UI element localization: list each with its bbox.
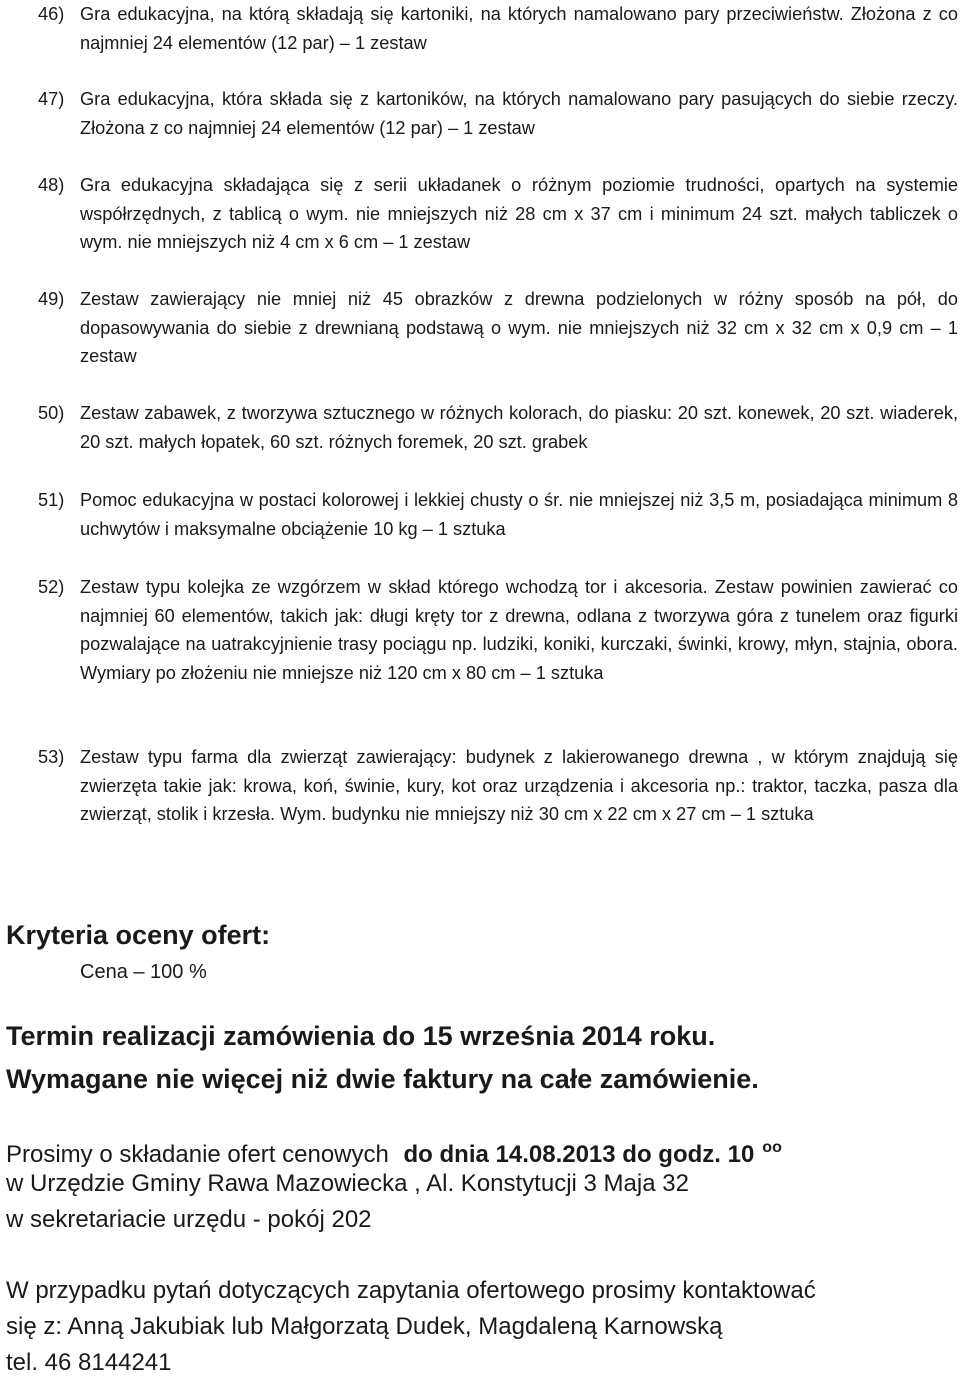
- criteria-heading: Kryteria oceny ofert:: [6, 920, 271, 950]
- item-text: Gra edukacyjna składająca się z serii układanek o różnym poziomie trudności, opartych na systemie współrzędnych, z tablicą o wym. nie mniejszych niż 28 cm x 37 cm i minimum 24 szt. małych tabliczek o wym. nie mniejszych niż 4 cm x 6 cm – 1 zestaw: [80, 175, 958, 252]
- item-number: 47): [38, 89, 65, 109]
- submission-prefix: Prosimy o składanie ofert cenowych: [6, 1141, 389, 1168]
- list-item: [38, 486, 958, 543]
- item-text: Gra edukacyjna, która składa się z kartoników, na których namalowano pary pasujących do siebie rzeczy. Złożona z co najmniej 24 elementów (12 par) – 1 zestaw: [80, 89, 958, 138]
- item-number: 49): [38, 289, 65, 309]
- item-number: 52): [38, 577, 65, 597]
- list-item: [38, 0, 958, 57]
- contact-persons: się z: Anną Jakubiak lub Małgorzatą Dudek, Magdaleną Karnowską: [6, 1313, 723, 1340]
- item-text: Zestaw typu kolejka ze wzgórzem w skład którego wchodzą tor i akcesoria. Zestaw powinien zawierać co najmniej 60 elementów, takich jak: długi kręty tor z drewna, odlana z tworzywa góra z tunelem oraz figurki pozwalające na uatrakcyjnienie trasy pociągu np. ludziki, koniki, kurczaki, świnki, krowy, młyn, stajnia, obora. Wymiary po złożeniu nie mniejsze niż 120 cm x 80 cm – 1 sztuka: [80, 577, 958, 683]
- list-item: [38, 85, 958, 142]
- submission-line: [6, 1132, 782, 1171]
- submission-minutes: oo: [762, 1139, 782, 1156]
- item-number: 50): [38, 403, 65, 423]
- list-item: [38, 171, 958, 257]
- submission-room: w sekretariacie urzędu - pokój 202: [6, 1206, 372, 1233]
- list-item: [38, 743, 958, 829]
- list-item: [38, 573, 958, 687]
- criteria-price: Cena – 100 %: [80, 961, 207, 983]
- contact-phone: tel. 46 8144241: [6, 1349, 172, 1376]
- item-number: 53): [38, 747, 65, 767]
- list-item: [38, 285, 958, 371]
- item-number: 48): [38, 175, 65, 195]
- item-text: Gra edukacyjna, na którą składają się kartoniki, na których namalowano pary przeciwieństw. Złożona z co najmniej 24 elementów (12 par) – 1 zestaw: [80, 4, 958, 53]
- item-text: Zestaw zawierający nie mniej niż 45 obrazków z drewna podzielonych w różny sposób na pół, do dopasowywania do siebie z drewnianą podstawą o wym. nie mniejszych niż 32 cm x 32 cm x 0,9 cm – 1 zestaw: [80, 289, 958, 366]
- submission-place: w Urzędzie Gminy Rawa Mazowiecka , Al. Konstytucji 3 Maja 32: [6, 1170, 689, 1197]
- invoice-requirement: Wymagane nie więcej niż dwie faktury na całe zamówienie.: [6, 1064, 759, 1094]
- item-text: Zestaw zabawek, z tworzywa sztucznego w różnych kolorach, do piasku: 20 szt. konewek, 20 szt. wiaderek, 20 szt. małych łopatek, 60 szt. różnych foremek, 20 szt. grabek: [80, 403, 958, 452]
- item-number: 51): [38, 490, 65, 510]
- list-item: [38, 399, 958, 456]
- contact-line: W przypadku pytań dotyczących zapytania ofertowego prosimy kontaktować: [6, 1277, 816, 1304]
- item-text: Pomoc edukacyjna w postaci kolorowej i lekkiej chusty o śr. nie mniejszej niż 3,5 m, posiadająca minimum 8 uchwytów i maksymalne obciążenie 10 kg – 1 sztuka: [80, 490, 958, 539]
- deadline-line: Termin realizacji zamówienia do 15 września 2014 roku.: [6, 1021, 716, 1051]
- item-text: Zestaw typu farma dla zwierząt zawierający: budynek z lakierowanego drewna , w którym znajdują się zwierzęta takie jak: krowa, koń, świnie, kury, kot oraz urządzenia i akcesoria np.: traktor, taczka, pasza dla zwierząt, stolik i krzesła. Wym. budynku nie mniejszy niż 30 cm x 22 cm x 27 cm – 1 sztuka: [80, 747, 958, 824]
- submission-date: do dnia 14.08.2013 do godz. 10: [403, 1141, 755, 1168]
- item-number: 46): [38, 4, 65, 24]
